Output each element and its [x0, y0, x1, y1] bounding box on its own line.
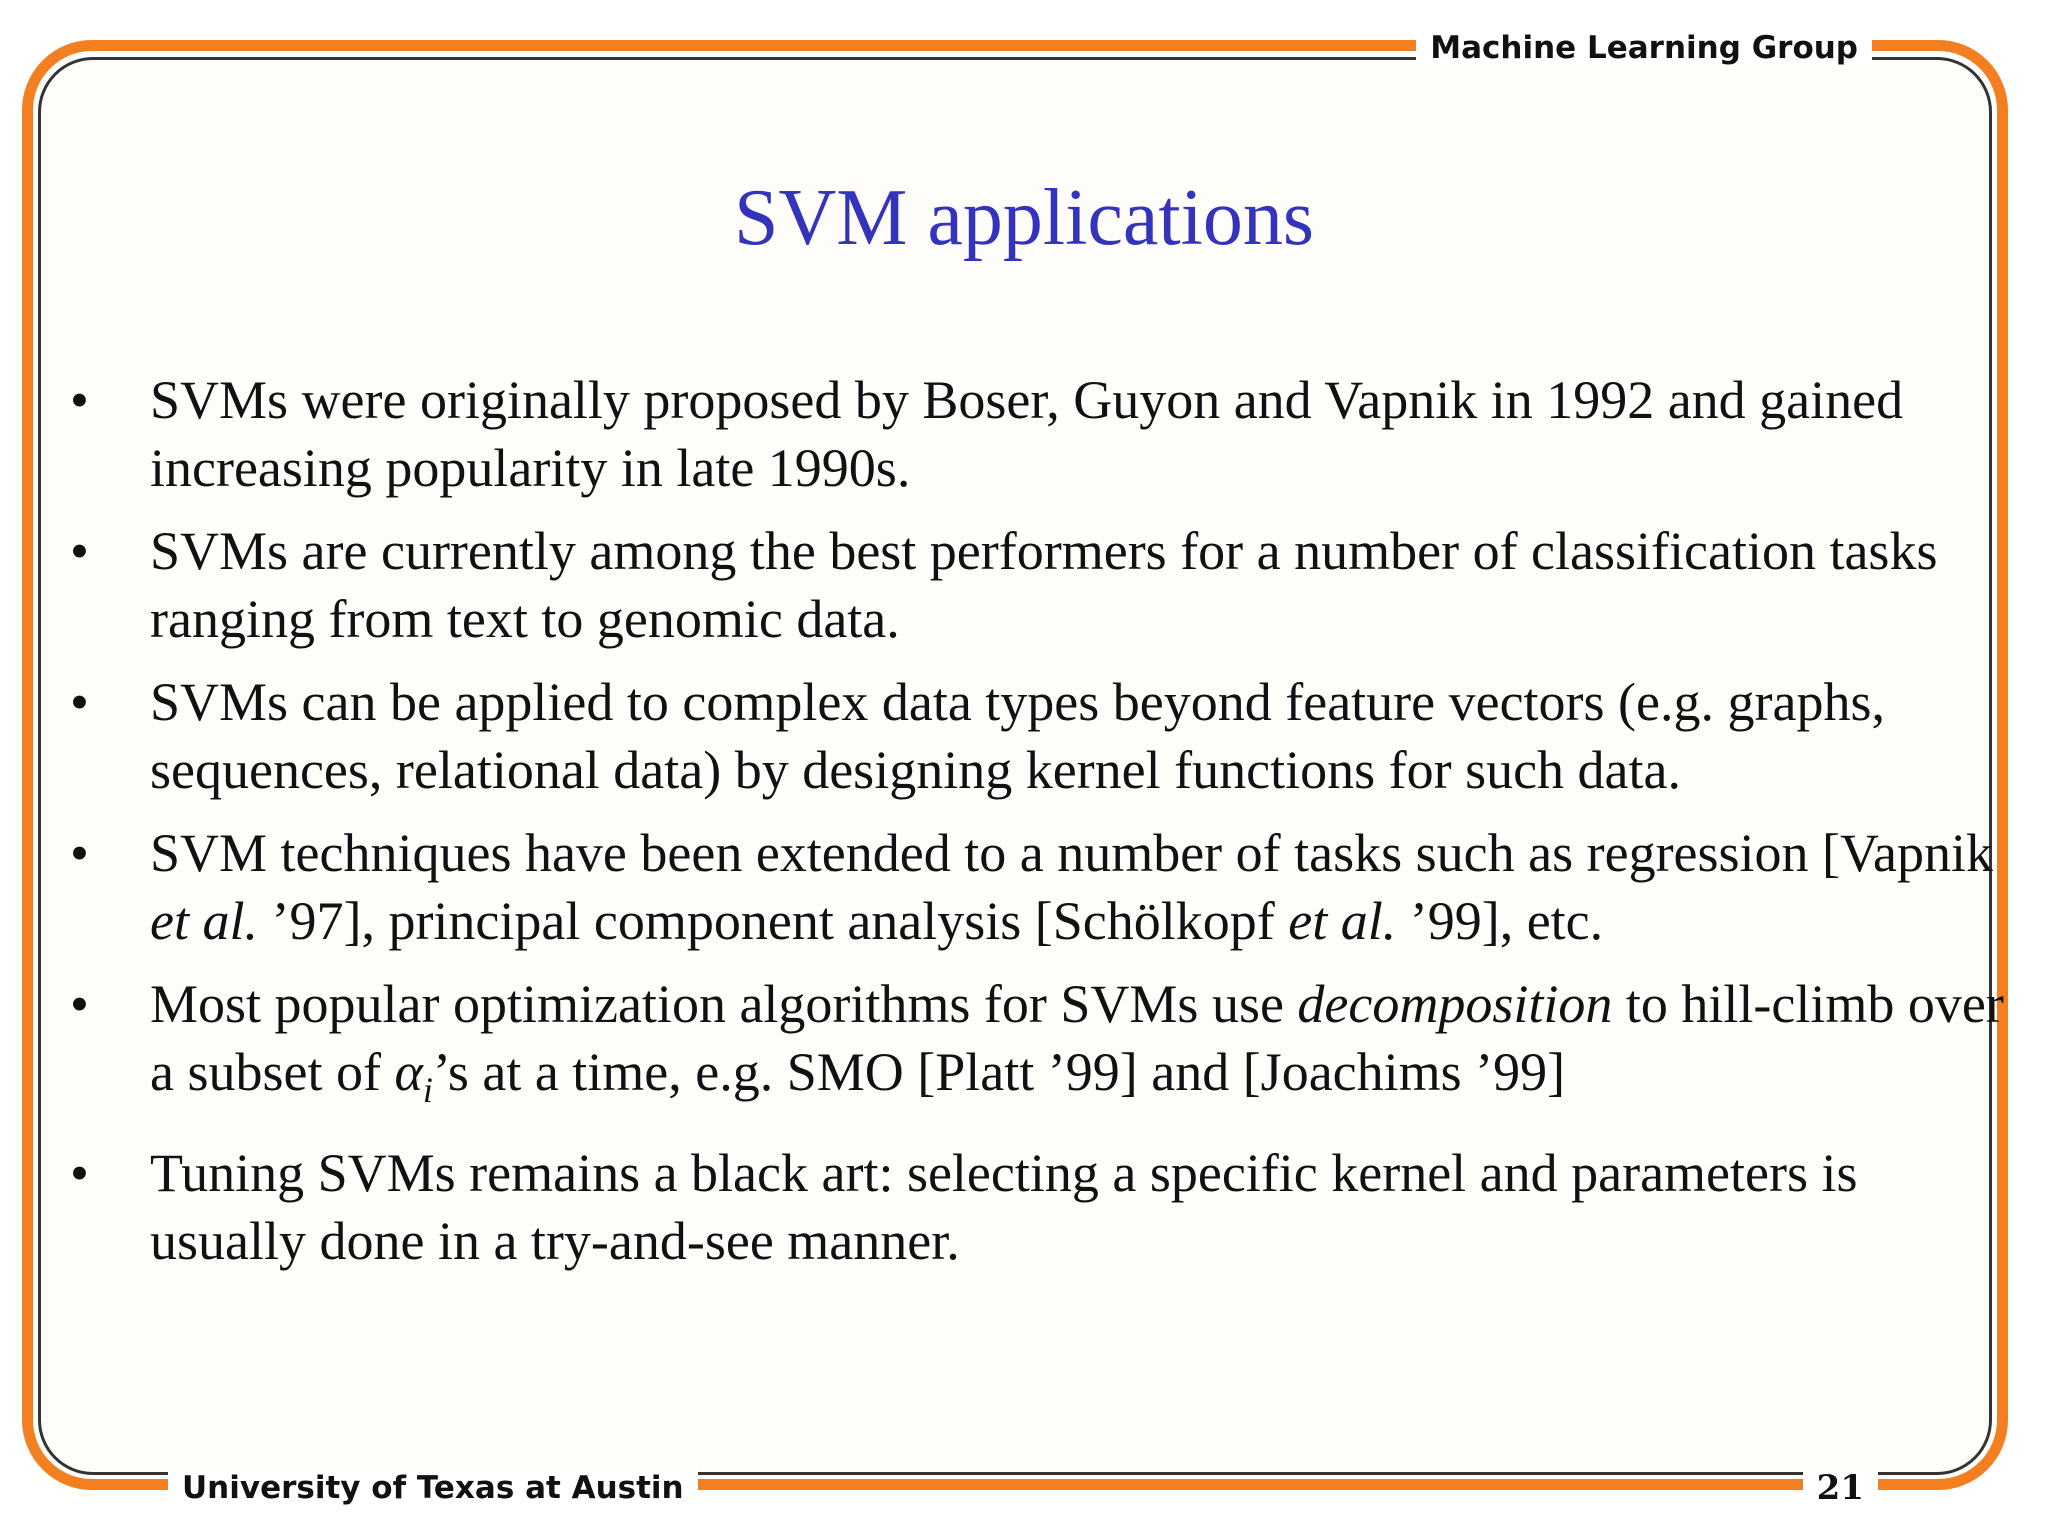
bullet-text: SVMs are currently among the best performers for a number of classification tasks ranging from text to genomic data.: [150, 521, 1938, 649]
bullet-text-part: ’99], etc.: [1396, 891, 1604, 951]
bullet-text-emphasis: decomposition: [1297, 974, 1613, 1034]
page-number: 21: [1803, 1466, 1878, 1510]
footer-institution: University of Texas at Austin: [168, 1466, 698, 1510]
bullet-list: [64, 366, 2004, 1290]
bullet-item: [64, 668, 2004, 804]
bullet-item: [64, 366, 2004, 502]
bullet-item: [64, 1139, 2004, 1275]
bullet-text-part: ’s at a time, e.g. SMO [Platt ’99] and [Joachims ’99]: [432, 1042, 1566, 1102]
bullet-text-italic: et al.: [1288, 891, 1397, 951]
header-group-label: Machine Learning Group: [1416, 26, 1872, 70]
bullet-icon: •: [70, 823, 89, 883]
bullet-text-part: SVM techniques have been extended to a number of tasks such as regression [Vapnik: [150, 823, 1994, 883]
bullet-text-part: Most popular optimization algorithms for SVMs use: [150, 974, 1298, 1034]
bullet-icon: •: [70, 672, 89, 732]
alpha-subscript: i: [422, 1070, 433, 1110]
bullet-icon: •: [70, 370, 89, 430]
bullet-item: [64, 819, 2004, 955]
bullet-icon: •: [70, 974, 89, 1034]
bullet-item: [64, 970, 2004, 1124]
bullet-text: SVMs were originally proposed by Boser, Guyon and Vapnik in 1992 and gained increasing popularity in late 1990s.: [150, 370, 1904, 498]
bullet-text: Tuning SVMs remains a black art: selecting a specific kernel and parameters is usually done in a try-and-see manner.: [150, 1143, 1858, 1271]
bullet-item: [64, 517, 2004, 653]
bullet-text-italic: et al.: [150, 891, 258, 951]
bullet-text: SVMs can be applied to complex data types beyond feature vectors (e.g. graphs, sequences, relational data) by designing kernel functions for such data.: [150, 672, 1885, 800]
bullet-text-part: to hill-climb over a subset of: [150, 974, 2004, 1102]
bullet-icon: •: [70, 1143, 89, 1203]
bullet-icon: •: [70, 521, 89, 581]
slide-title: SVM applications: [734, 174, 1314, 262]
alpha-symbol: α: [394, 1042, 423, 1102]
bullet-text-part: ’97], principal component analysis [Schölkopf: [257, 891, 1289, 951]
